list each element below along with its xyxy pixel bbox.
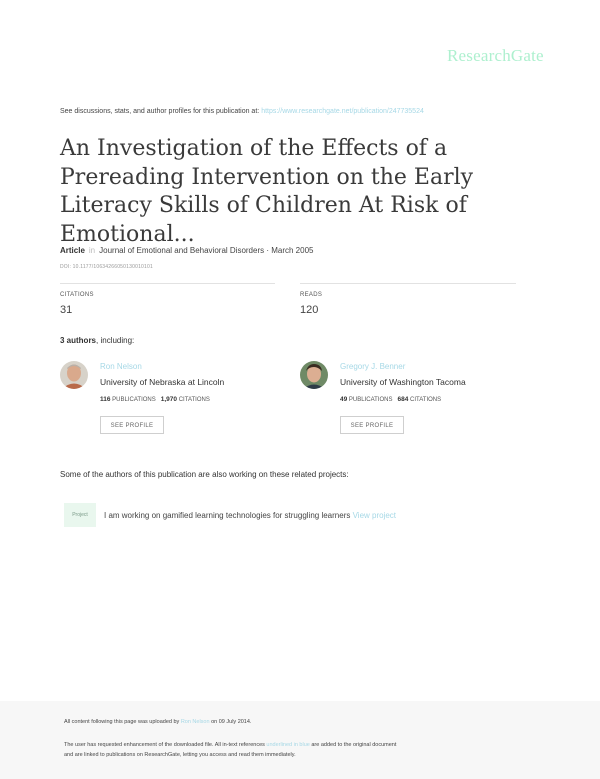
- in-word: in: [88, 246, 96, 255]
- reads-value: 120: [300, 304, 319, 316]
- enhancement-note: [64, 740, 396, 760]
- authors-suffix: , including:: [96, 336, 135, 345]
- divider: [60, 283, 275, 284]
- article-type: Article: [60, 246, 85, 255]
- author-photo: [300, 361, 328, 389]
- author-photo: [60, 361, 88, 389]
- author-name-link[interactable]: Ron Nelson: [100, 362, 142, 371]
- authors-count: 3 authors: [60, 336, 97, 345]
- publications-label: PUBLICATIONS: [112, 397, 156, 403]
- view-project-link[interactable]: View project: [352, 511, 397, 520]
- author-institution: University of Nebraska at Lincoln: [100, 377, 225, 387]
- project-badge: Project: [64, 503, 96, 527]
- reads-label: READS: [300, 292, 323, 298]
- project-item: [104, 511, 396, 520]
- avatar[interactable]: [300, 361, 328, 389]
- researchgate-logo[interactable]: ResearchGate: [447, 46, 544, 65]
- publication-meta: [60, 246, 313, 255]
- avatar[interactable]: [60, 361, 88, 389]
- publication-url-line: [60, 108, 424, 115]
- author-institution: University of Washington Tacoma: [340, 377, 466, 387]
- publications-count: 116: [100, 396, 111, 403]
- publications-label: PUBLICATIONS: [348, 397, 393, 403]
- journal-info: Journal of Emotional and Behavioral Disorders · March 2005: [99, 246, 314, 255]
- divider: [300, 283, 516, 284]
- citations-value: 31: [60, 304, 73, 316]
- uploader-link[interactable]: Ron Nelson: [180, 719, 210, 725]
- publications-count: 49: [340, 396, 348, 403]
- note-text: The user has requested enhancement of the downloaded file. All in-text references: [64, 742, 265, 748]
- see-profile-button[interactable]: SEE PROFILE: [340, 416, 404, 434]
- doi: DOI: 10.1177/10634266050130010101: [60, 264, 153, 270]
- citations-label: CITATIONS: [178, 397, 210, 403]
- project-text: I am working on gamified learning technologies for struggling learners: [104, 511, 351, 520]
- author-name-link[interactable]: Gregory J. Benner: [340, 362, 406, 371]
- citations-count: 684: [397, 396, 409, 403]
- citations-label: CITATIONS: [60, 292, 94, 298]
- citations-label: CITATIONS: [410, 397, 442, 403]
- note-text: are added to the original document: [311, 742, 397, 748]
- citations-count: 1,970: [160, 396, 178, 403]
- uploaded-prefix: All content following this page was uploaded by: [64, 719, 180, 725]
- underlined-link[interactable]: underlined in blue: [266, 742, 310, 748]
- uploaded-note: [64, 719, 251, 725]
- intro-text: See discussions, stats, and author profiles for this publication at:: [60, 108, 260, 115]
- publication-url-link[interactable]: https://www.researchgate.net/publication/247735524: [261, 108, 424, 115]
- authors-heading: [60, 336, 134, 345]
- page-title: An Investigation of the Effects of a Prereading Intervention on the Early Literacy Skills of Children At Risk of Emotional...: [60, 136, 474, 247]
- projects-heading: Some of the authors of this publication are also working on these related projects:: [60, 470, 349, 479]
- author-stats: [340, 396, 441, 403]
- note-text: and are linked to publications on ResearchGate, letting you access and read them immediately.: [64, 752, 296, 758]
- see-profile-button[interactable]: SEE PROFILE: [100, 416, 164, 434]
- author-stats: [100, 396, 210, 403]
- uploaded-suffix: on 09 July 2014.: [211, 719, 252, 725]
